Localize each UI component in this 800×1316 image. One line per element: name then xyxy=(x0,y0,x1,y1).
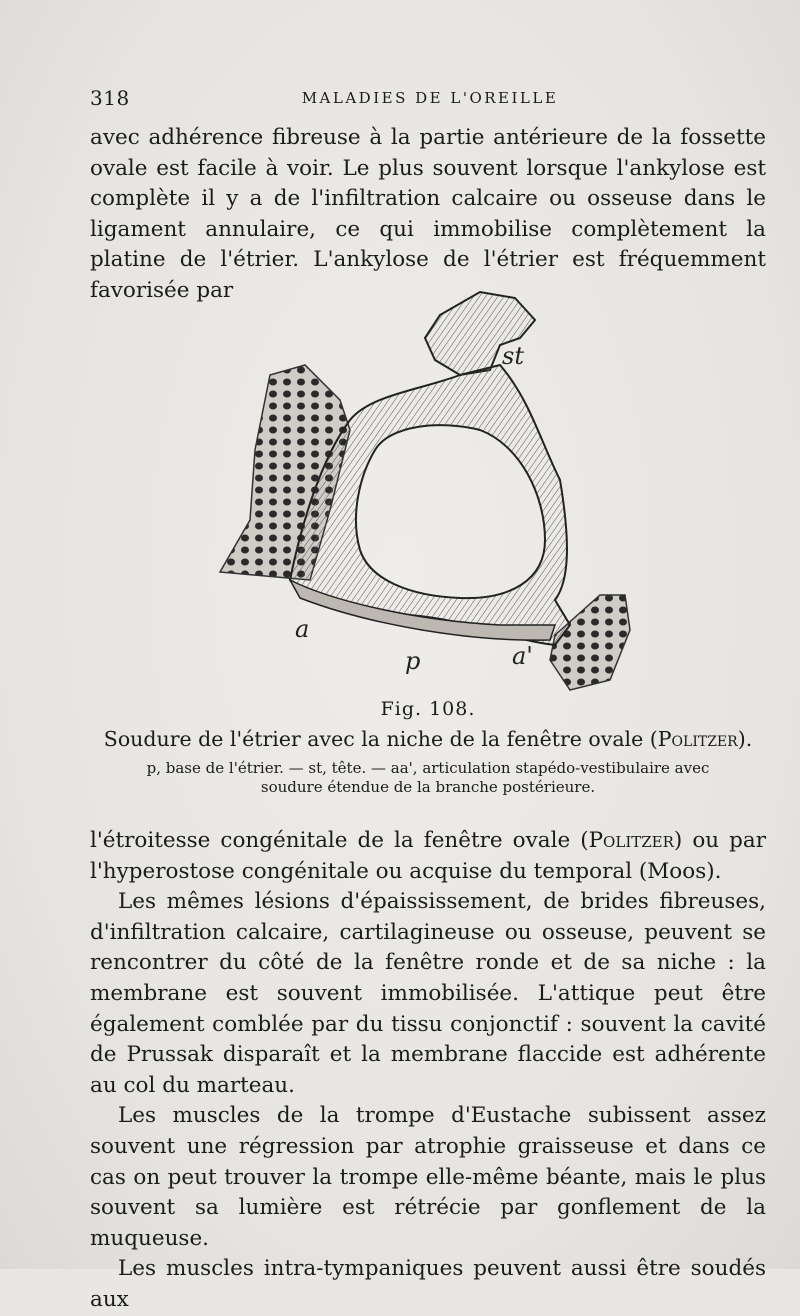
paragraph-3: Les muscles de la trompe d'Eustache subissent assez souvent une régression par atrophie graisseuse et dans ce cas on peut trouver la trompe elle-même béante, mais le plus souvent sa lumière est rétrécie par gonflement de la muqueuse. xyxy=(90,1103,766,1251)
figure-title-text: Soudure de l'étrier avec la niche de la fenêtre ovale ( xyxy=(103,727,658,751)
figure-legend: p, base de l'étrier. — st, tête. — aa', articulation stapédo-vestibulaire avec soudure étendue de la branche postérieure. xyxy=(146,759,710,796)
paragraph-1-start: l'étroitesse congénitale de la fenêtre ovale ( xyxy=(90,828,589,853)
figure-title xyxy=(90,727,766,751)
label-a: a xyxy=(295,615,310,643)
page-number: 318 xyxy=(90,86,130,110)
paragraph-1-author: Politzer xyxy=(588,828,674,853)
figure-number: Fig. 108. xyxy=(380,698,476,720)
paragraph-1 xyxy=(90,826,766,887)
stapes-illustration xyxy=(210,280,640,695)
label-st: st xyxy=(502,342,524,370)
paragraph-text: avec adhérence fibreuse à la partie antérieure de la fossette ovale est facile à voir. Le plus souvent lorsque l'ankylose est complète il y a de l'infiltration calcaire ou osseuse dans le ligament annulaire, ce qui immobilise complètement la platine de l'étrier. L'ankylose de l'étrier est fréquemment favorisée par xyxy=(90,125,766,303)
stapes-drawing xyxy=(210,280,640,695)
page-header xyxy=(90,86,770,114)
paragraph-2: Les mêmes lésions d'épaississement, de brides fibreuses, d'infiltration calcaire, cartilagineuse ou osseuse, peuvent se rencontrer du côté de la fenêtre ronde et de sa niche : la membrane est souvent immobilisée. L'attique peut être également comblée par du tissu conjonctif : souvent la cavité de Prussak disparaît et la membrane flaccide est adhérente au col du marteau. xyxy=(90,889,766,1098)
bottom-text xyxy=(90,826,766,1316)
right-bone-mass xyxy=(550,595,630,690)
paragraph-4: Les muscles intra-tympaniques peuvent aussi être soudés aux xyxy=(90,1256,766,1312)
paragraph-1-end: ) ou par l'hyperostose congénitale ou acquise du temporal (Moos). xyxy=(90,828,766,884)
figure-title-end: ). xyxy=(737,727,753,751)
label-a-prime: a' xyxy=(512,642,533,670)
label-p: p xyxy=(405,647,421,675)
running-title: MALADIES DE L'OREILLE xyxy=(301,89,559,107)
figure-title-author: Politzer xyxy=(657,727,738,751)
